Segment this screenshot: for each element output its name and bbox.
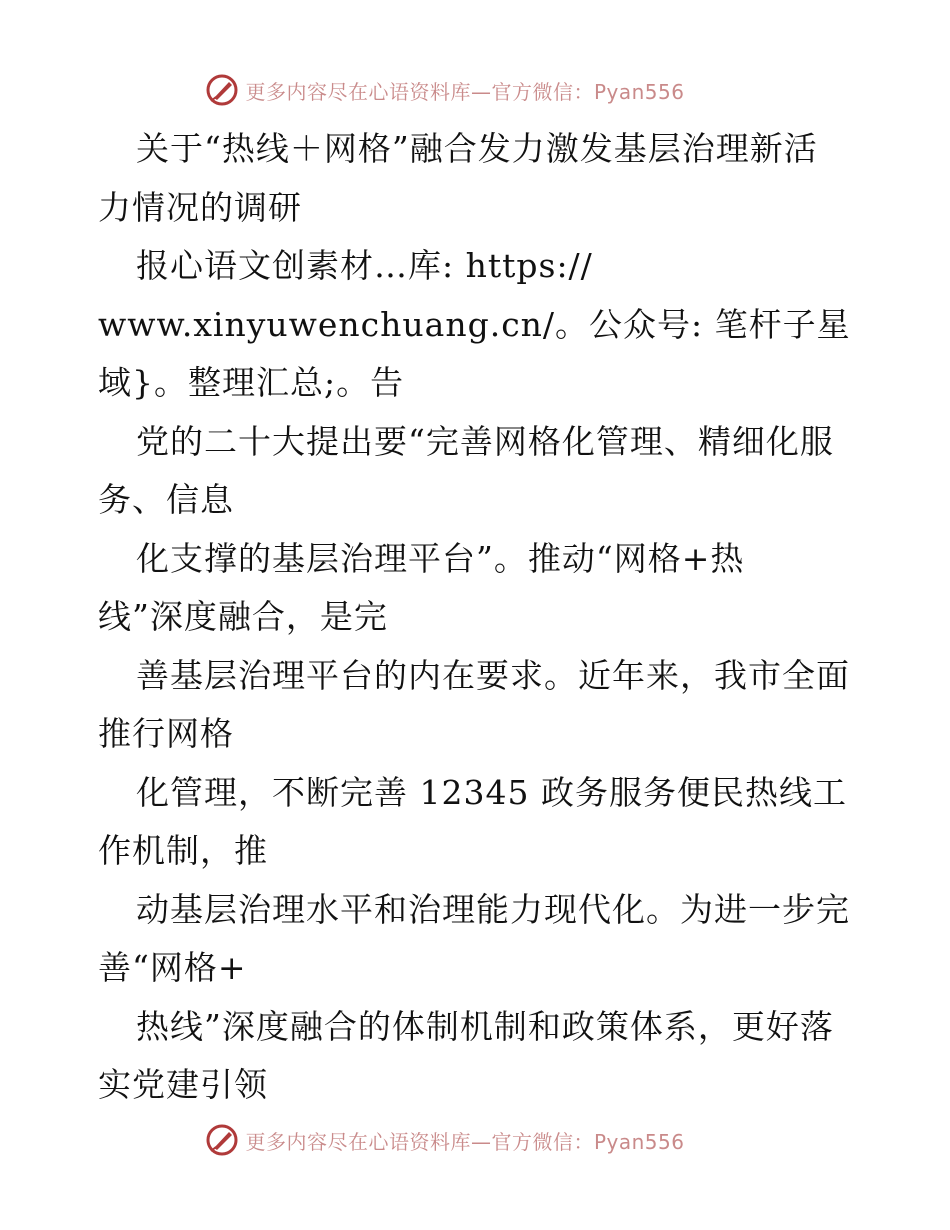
banner-text: 更多内容尽在心语资料库—官方微信：Pyan556 [245,1129,685,1154]
banner-content [205,73,684,107]
text-line: 化管理，不断完善 12345 政务服务便民热线工 [136,772,847,812]
header-banner [0,70,950,110]
footer-banner [0,1120,950,1160]
quill-logo-icon [205,1123,239,1157]
text-line: 热线”深度融合的体制机制和政策体系，更好落 [136,1006,834,1046]
banner-content [205,1123,684,1157]
text-line: 报心语文创素材…库: https:// [136,246,593,285]
text-line: 推行网格 [98,714,234,753]
text-line: 关于“热线＋网格”融合发力激发基层治理新活 [136,129,818,168]
text-line: 作机制，推 [98,831,268,870]
text-line: 务、信息 [98,480,234,519]
text-line: 线”深度融合，是完 [98,597,388,636]
text-line: 化支撑的基层治理平台”。推动“网格+热 [136,538,745,578]
text-line: 动基层治理水平和治理能力现代化。为进一步完 [136,889,850,929]
text-line: 域}。整理汇总;。告 [98,363,405,402]
text-line: 善“网格+ [98,948,247,987]
quill-logo-icon [205,73,239,107]
text-line: 力情况的调研 [98,187,302,227]
document-body [98,120,858,1115]
banner-text: 更多内容尽在心语资料库—官方微信：Pyan556 [245,79,685,104]
text-line: 实党建引领 [98,1065,268,1104]
text-line: 善基层治理平台的内在要求。近年来，我市全面 [136,655,850,695]
text-line: 党的二十大提出要“完善网格化管理、精细化服 [136,421,834,461]
text-line: www.xinyuwenchuang.cn/。公众号: 笔杆子星 [98,304,851,344]
